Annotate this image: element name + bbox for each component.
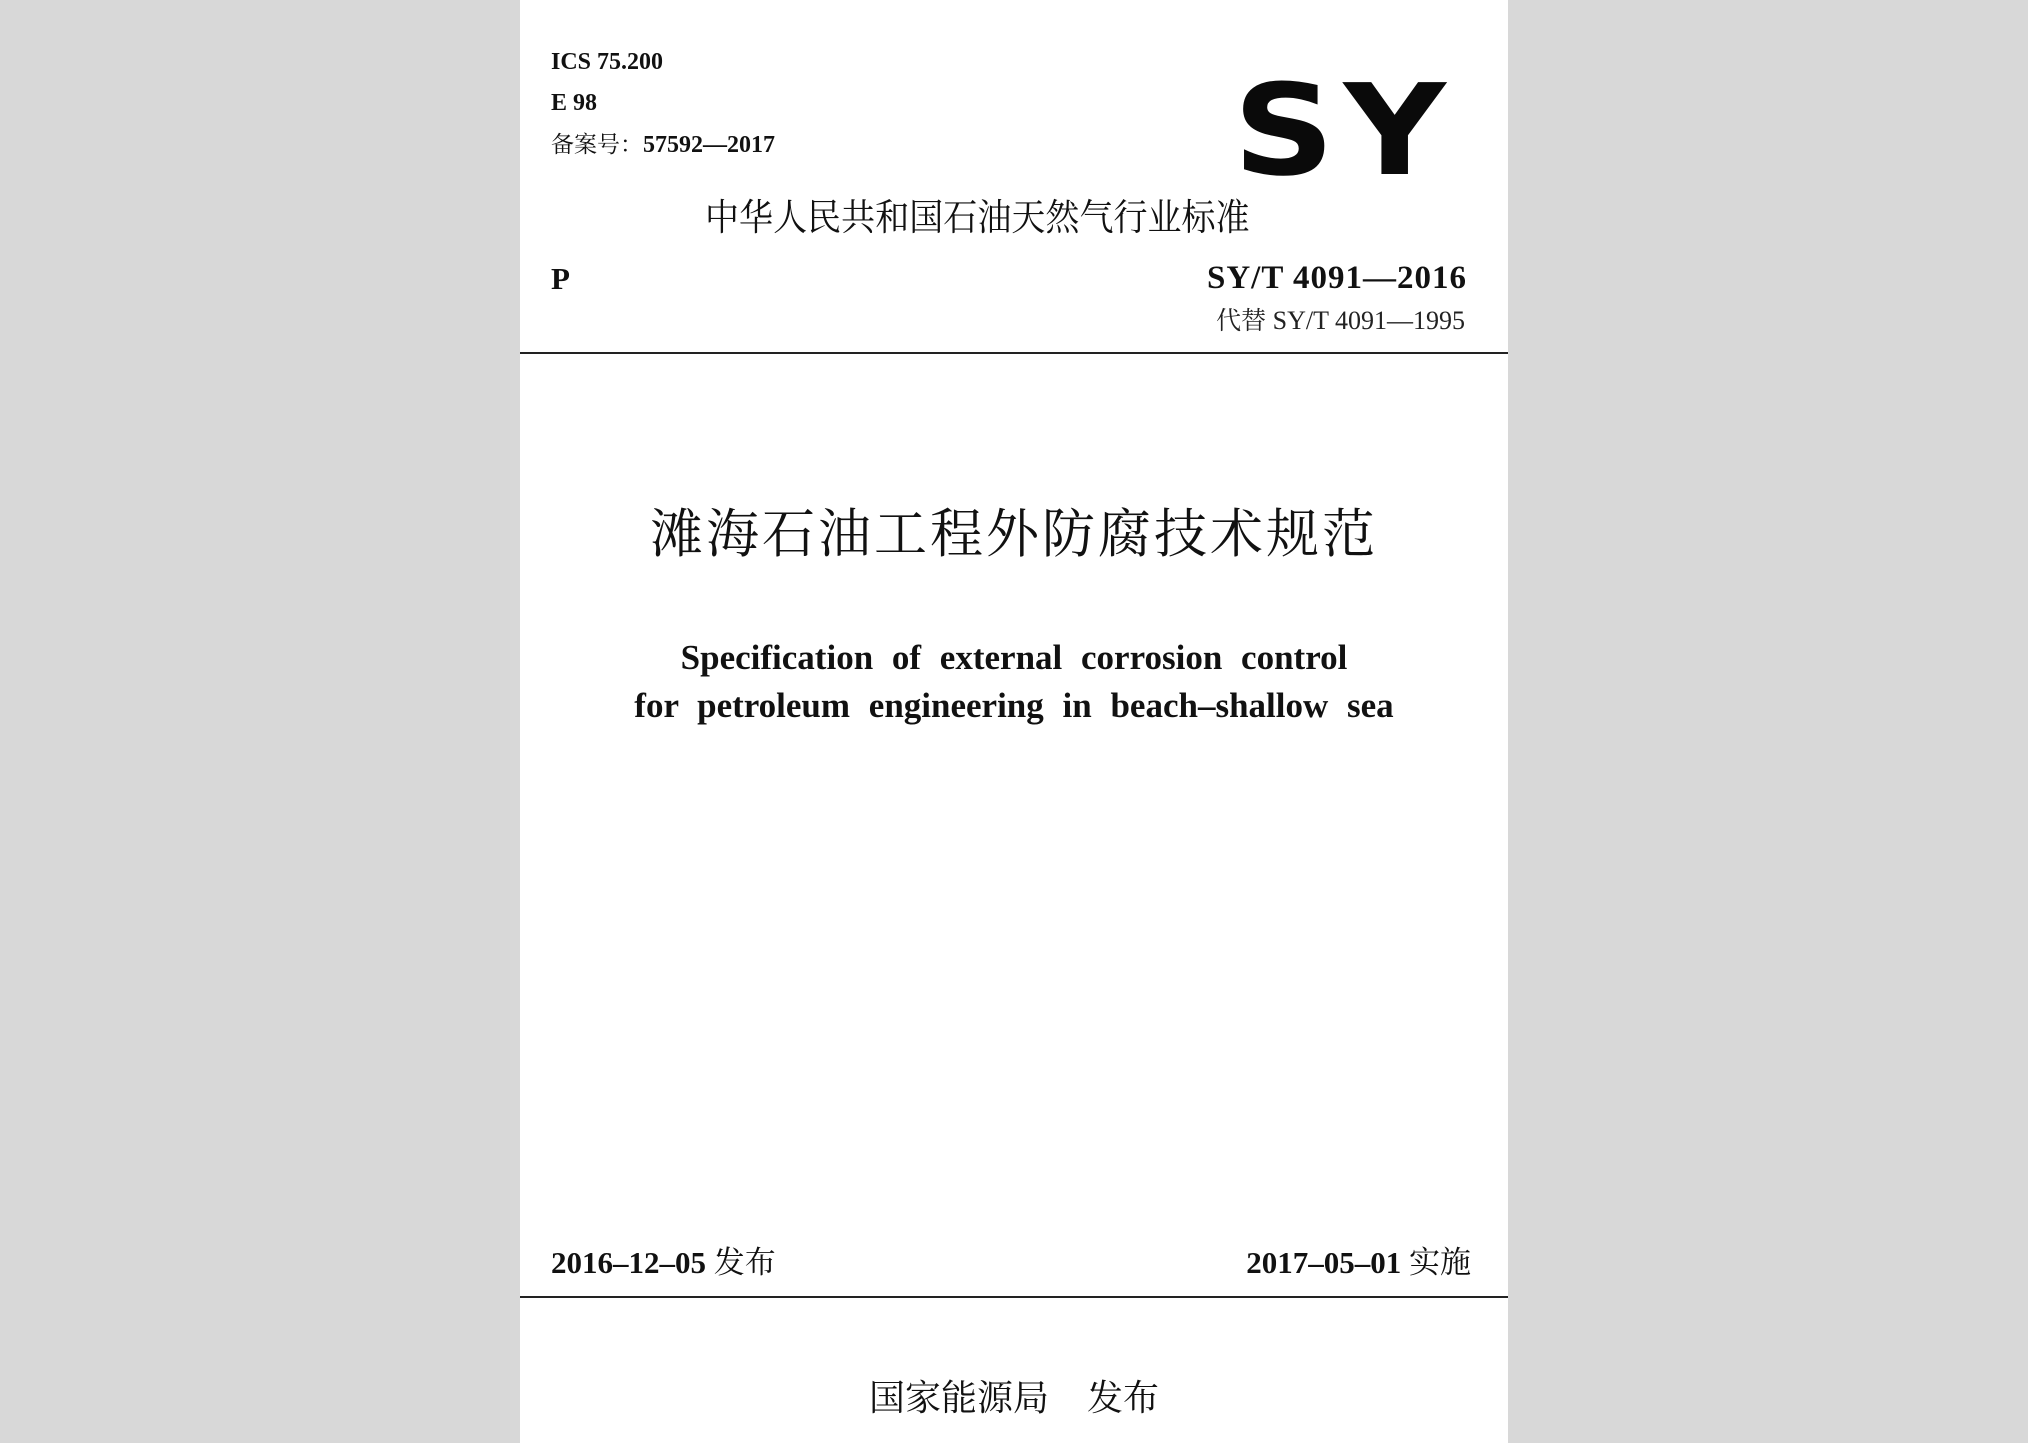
category-letter: P — [551, 261, 570, 296]
publisher-name: 国家能源局 — [868, 1378, 1049, 1419]
filing-record — [551, 131, 775, 159]
standard-number: SY/T 4091—2016 — [1206, 260, 1467, 296]
standard-cover-page — [520, 0, 1508, 1443]
issue-date — [551, 1245, 776, 1281]
issue-label: 发布 — [713, 1245, 776, 1281]
footer-divider — [520, 1296, 1508, 1298]
implementation-date-value: 2017–05–01 — [1246, 1245, 1402, 1280]
ics-code: ICS 75.200 — [551, 49, 664, 75]
classification-code: E 98 — [551, 90, 598, 116]
issue-date-value: 2016–12–05 — [551, 1245, 706, 1280]
publisher — [520, 1378, 1508, 1420]
sy-logo: SY — [1233, 57, 1455, 204]
replaces-number: SY/T 4091—1995 — [1272, 306, 1465, 335]
filing-label: 备案号： — [551, 132, 643, 158]
chinese-title: 滩海石油工程外防腐技术规范 — [650, 504, 1378, 565]
header-divider — [520, 352, 1508, 354]
implementation-label: 实施 — [1409, 1245, 1471, 1281]
implementation-date — [1246, 1245, 1471, 1281]
english-title-line-2: for petroleum engineering in beach–shallow sea — [634, 686, 1394, 725]
replaces-standard — [1216, 306, 1465, 336]
industry-standard-title: 中华人民共和国石油天然气行业标准 — [705, 196, 1250, 239]
publish-label: 发布 — [1087, 1378, 1160, 1419]
replaces-label: 代替 — [1216, 306, 1267, 335]
filing-number: 57592—2017 — [643, 132, 775, 158]
english-title-line-1: Specification of external corrosion control — [680, 638, 1348, 677]
